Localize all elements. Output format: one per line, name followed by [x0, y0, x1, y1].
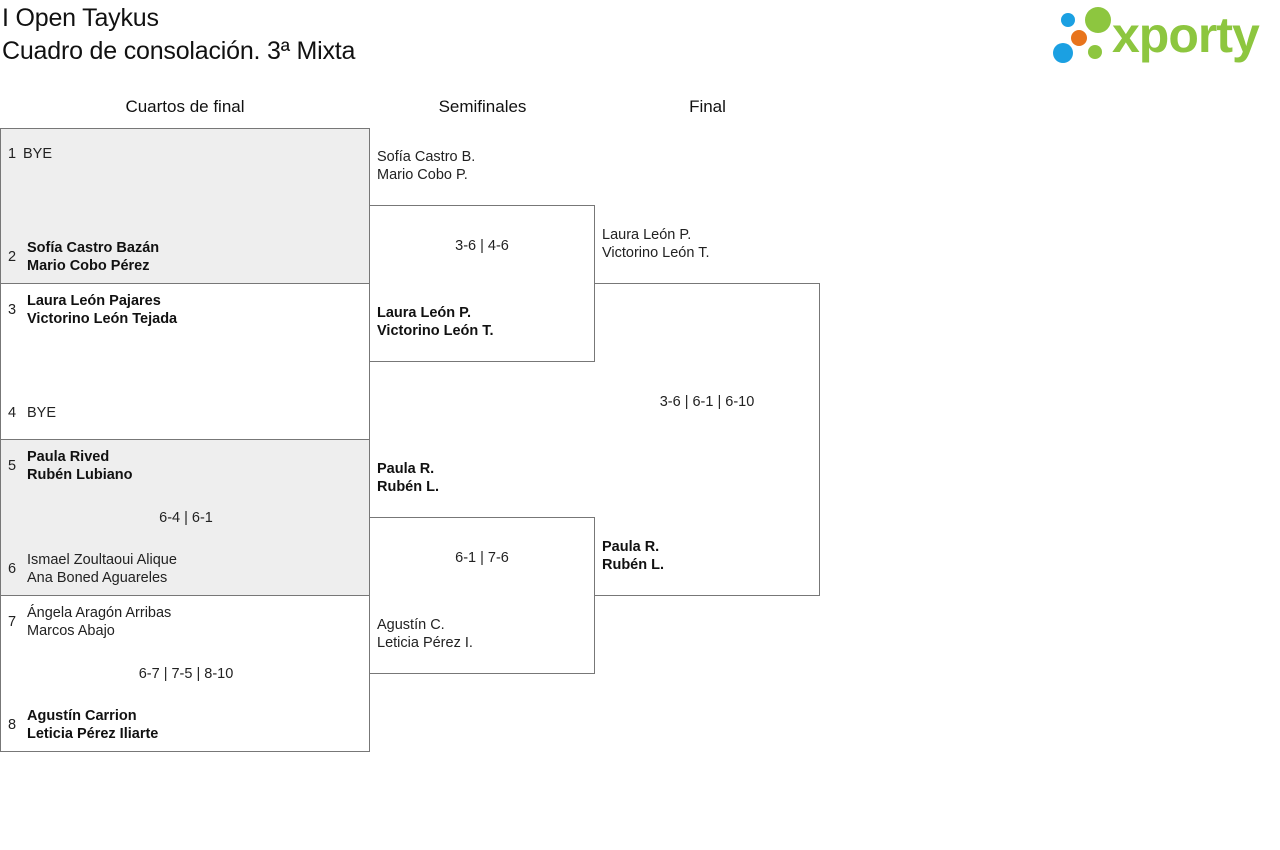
final-match	[594, 283, 820, 596]
qf3-top-player1: Paula Rived	[27, 449, 110, 465]
final-bottom-player2: Rubén L.	[602, 557, 665, 573]
final-top-player2: Victorino León T.	[602, 245, 710, 261]
final-bottom-player1: Paula R.	[602, 539, 660, 555]
qf3-top-player2: Rubén Lubiano	[27, 467, 133, 483]
qf4-top-player1: Ángela Aragón Arribas	[27, 605, 172, 621]
qf-match-4	[0, 595, 370, 752]
qf1-bottom-player1: Sofía Castro Bazán	[27, 240, 160, 256]
title-line-1: I Open Taykus	[2, 4, 159, 32]
xporty-logo[interactable]	[1050, 4, 1278, 66]
qf4-top-player2: Marcos Abajo	[27, 623, 115, 639]
qf4-bottom-player1: Agustín Carrion	[27, 708, 137, 724]
qf1-seed-top: 1	[8, 146, 17, 162]
final-score: 3-6 | 6-1 | 6-10	[659, 394, 755, 410]
qf2-seed-top: 3	[8, 302, 17, 318]
logo-dots-icon	[1050, 4, 1112, 66]
sf2-bottom-player1: Agustín C.	[377, 617, 445, 633]
qf-match-2	[0, 283, 370, 440]
round-title-quarterfinals: Cuartos de final	[125, 97, 245, 116]
logo-wordmark: xporty	[1112, 7, 1259, 63]
round-title-semifinals: Semifinales	[438, 97, 527, 116]
sf-match-1	[369, 205, 595, 362]
qf3-bottom-player2: Ana Boned Aguareles	[27, 570, 168, 586]
sf1-top-player1: Sofía Castro B.	[377, 149, 476, 165]
qf2-top-player2: Victorino León Tejada	[27, 311, 178, 327]
sf2-score: 6-1 | 7-6	[455, 550, 509, 566]
qf2-bottom-player1: BYE	[27, 405, 57, 421]
sf1-bottom-player1: Laura León P.	[377, 305, 472, 321]
qf-match-1	[0, 128, 370, 284]
title-line-2: Cuadro de consolación. 3ª Mixta	[2, 37, 356, 65]
sf2-bottom-player2: Leticia Pérez I.	[377, 635, 473, 651]
qf4-seed-top: 7	[8, 614, 17, 630]
qf2-seed-bottom: 4	[8, 405, 17, 421]
qf1-seed-bottom: 2	[8, 249, 17, 265]
final-top-player1: Laura León P.	[602, 227, 692, 243]
qf4-seed-bottom: 8	[8, 717, 17, 733]
qf4-bottom-player2: Leticia Pérez Iliarte	[27, 726, 159, 742]
sf1-top-player2: Mario Cobo P.	[377, 167, 468, 183]
qf2-top-player1: Laura León Pajares	[27, 293, 161, 309]
qf3-seed-bottom: 6	[8, 561, 17, 577]
qf-match-3	[0, 439, 370, 596]
sf-match-2	[369, 517, 595, 674]
sf1-bottom-player2: Victorino León T.	[377, 323, 494, 339]
qf4-score: 6-7 | 7-5 | 8-10	[138, 666, 234, 682]
sf2-top-player1: Paula R.	[377, 461, 435, 477]
qf3-bottom-player1: Ismael Zoultaoui Alique	[27, 552, 177, 568]
qf3-seed-top: 5	[8, 458, 17, 474]
qf3-score: 6-4 | 6-1	[159, 510, 213, 526]
qf1-top-player1: BYE	[23, 146, 53, 162]
sf1-score: 3-6 | 4-6	[455, 238, 509, 254]
qf1-bottom-player2: Mario Cobo Pérez	[27, 258, 150, 274]
sf2-top-player2: Rubén L.	[377, 479, 440, 495]
tournament-title	[2, 2, 355, 68]
round-title-final: Final	[689, 97, 726, 116]
